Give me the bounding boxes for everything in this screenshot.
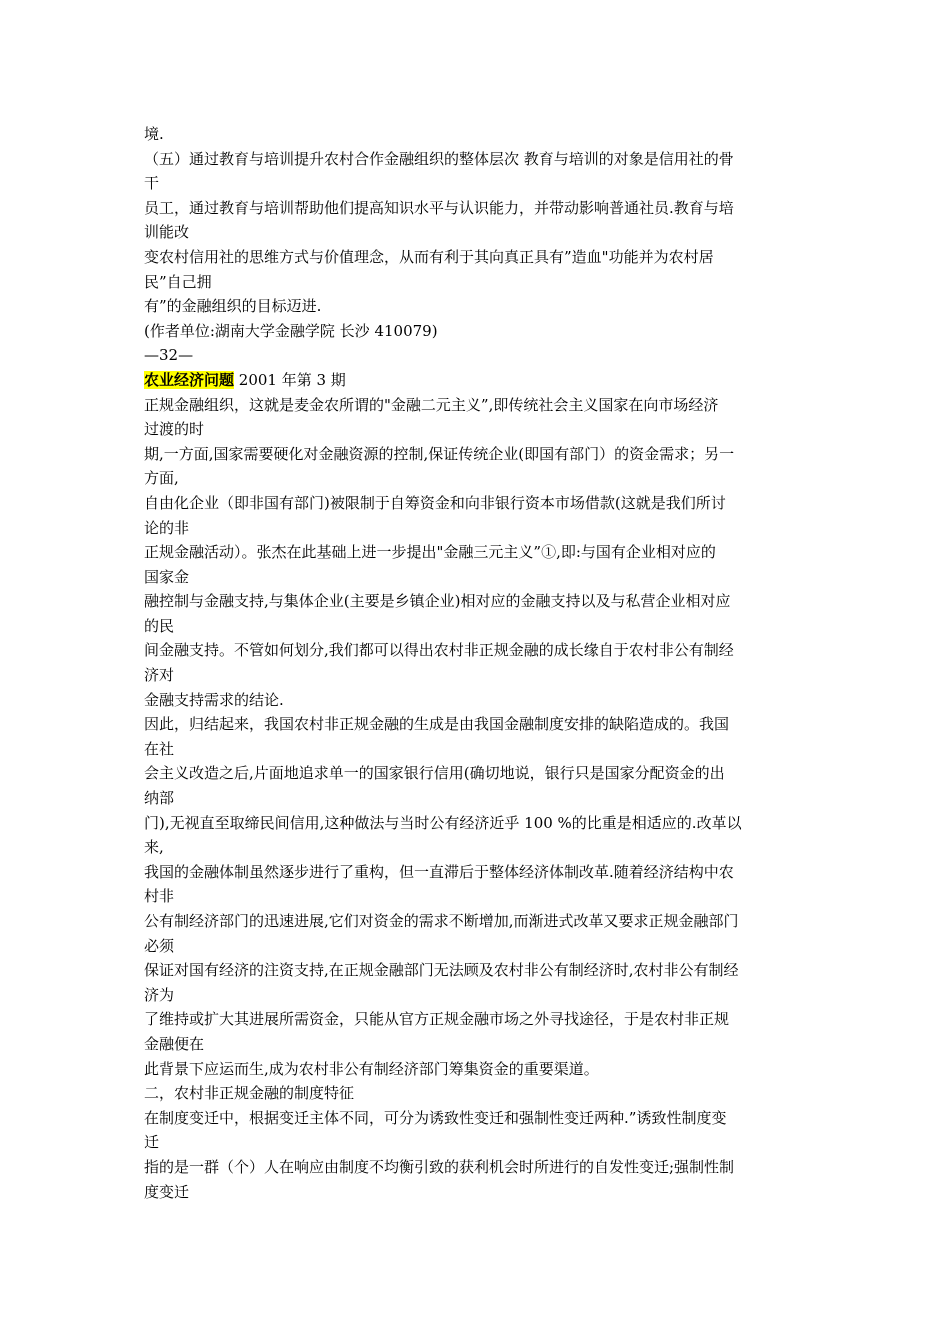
journal-name-highlight: 农业经济问题 [144,370,235,389]
text-line: 迁 [144,1133,160,1152]
text-line: 国家金 [144,567,190,586]
text-line: 金融便在 [144,1034,205,1053]
text-line: 有”的金融组织的目标迈进. [144,297,322,316]
text-line: 因此，归结起来，我国农村非正规金融的生成是由我国金融制度安排的缺陷造成的。我国 [144,715,730,734]
text-line: 纳部 [144,789,175,808]
text-line: 保证对国有经济的注资支持,在正规金融部门无法顾及农村非公有制经济时,农村非公有制经 [144,961,739,980]
text-line: 论的非 [144,518,190,537]
text-line: 期,一方面,国家需要硬化对金融资源的控制,保证传统企业(即国有部门）的资金需求；另一 [144,444,735,463]
journal-issue: 2001 年第 3 期 [234,370,346,389]
journal-header [144,368,810,393]
text-line: 此背景下应运而生,成为农村非公有制经济部门筹集资金的重要渠道。 [144,1059,599,1078]
text-line: 变农村信用社的思维方式与价值理念，从而有利于其向真正具有”造血"功能并为农村居 [144,247,714,266]
text-line: 的民 [144,616,175,635]
text-line: 在制度变迁中，根据变迁主体不同，可分为诱致性变迁和强制性变迁两种.”诱致性制度变 [144,1108,727,1127]
text-line: 公有制经济部门的迅速进展,它们对资金的需求不断增加,而渐进式改革又要求正规金融部门 [144,912,739,930]
text-line: 自由化企业（即非国有部门)被限制于自筹资金和向非银行资本市场借款(这就是我们所讨 [144,493,726,512]
text-line: 来, [144,838,164,857]
section-heading: 二，农村非正规金融的制度特征 [144,1084,355,1103]
previous-section-text [144,122,810,368]
page-number: —32— [144,346,194,365]
text-line: 过渡的时 [144,420,205,439]
text-line: 员工，通过教育与培训帮助他们提高知识水平与认识能力，并带动影响普通社员.教育与培 [144,198,734,217]
text-line: 方面, [144,469,179,488]
author-affiliation: (作者单位:湖南大学金融学院 长沙 410079) [144,321,438,340]
text-line: 指的是一群（个）人在响应由制度不均衡引致的获利机会时所进行的自发性变迁;强制性制 [144,1157,735,1176]
article-body [144,393,810,1205]
text-line: 金融支持需求的结论. [144,690,284,709]
text-line: 济对 [144,666,175,685]
text-line: 正规金融组织，这就是麦金农所谓的"金融二元主义”,即传统社会主义国家在向市场经济 [144,395,719,414]
text-line: 融控制与金融支持,与集体企业(主要是乡镇企业)相对应的金融支持以及与私营企业相对应 [144,592,731,611]
text-line: 民”自己拥 [144,272,212,291]
text-line: 会主义改造之后,片面地追求单一的国家银行信用(确切地说，银行只是国家分配资金的出 [144,764,725,783]
text-line: 济为 [144,985,175,1004]
text-line: 训能改 [144,223,190,242]
text-line: 在社 [144,739,175,758]
text-line: 干 [144,174,160,193]
text-line: 我国的金融体制虽然逐步进行了重构，但一直滞后于整体经济体制改革.随着经济结构中农 [144,862,734,881]
text-line: 正规金融活动）。张杰在此基础上进一步提出"金融三元主义”①,即:与国有企业相对应的 [144,543,716,562]
text-line: 境. [144,125,164,143]
text-line: 度变迁 [144,1182,190,1201]
text-line: 门),无视直至取缔民间信用,这种做法与当时公有经济近乎 100 %的比重是相适应的.改革以 [144,813,742,832]
text-line: 村非 [144,887,175,906]
text-line: 必须 [144,936,175,955]
text-line: 了维持或扩大其进展所需资金，只能从官方正规金融市场之外寻找途径，于是农村非正规 [144,1010,730,1029]
text-line: 间金融支持。不管如何划分,我们都可以得出农村非正规金融的成长缘自于农村非公有制经 [144,641,734,660]
text-line: （五）通过教育与培训提升农村合作金融组织的整体层次 教育与培训的对象是信用社的骨 [144,149,734,168]
